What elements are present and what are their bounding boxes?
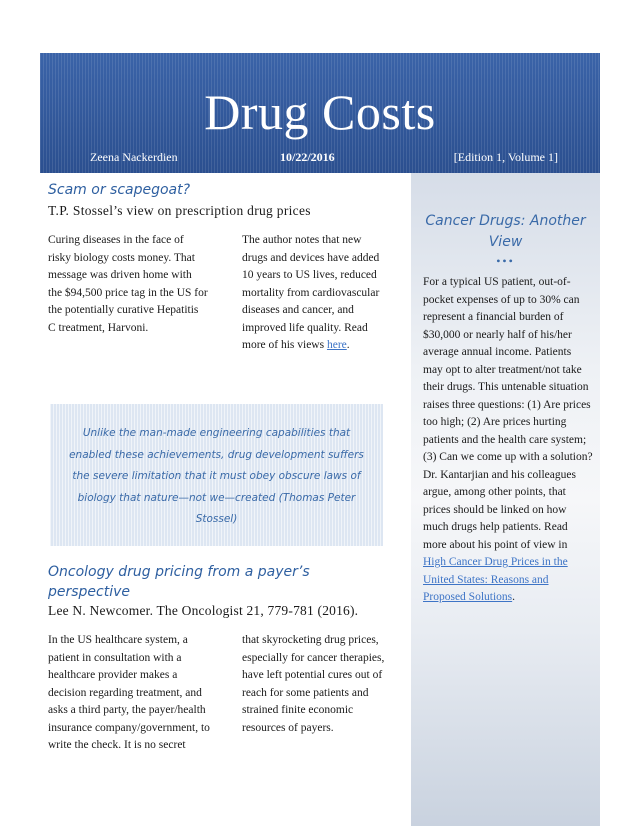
here-link[interactable]: here [326, 339, 347, 351]
sidebar-end: . [512, 591, 516, 603]
section2-column2: that skyrocketing drug prices, especially for cancer therapies, have left potential cures out of reach for some patients and strained finite economic resources of payers. [242, 634, 385, 734]
section2-subtitle: Lee N. Newcomer. The Oncologist 21, 779-781 (2016). [48, 603, 359, 618]
sidebar-text: For a typical US patient, out-of-pocket expenses of up to 30% can represent a financial burden of $30,000 or nearly half of his/her average annual income. Patients may opt to alter treatment/not take their drugs. This untenable situation raises three questions: (1) Are prices too high; (2) Are prices hurting patients and the health care system; (3) Can we come up with a solution? Dr. Kantarjian and his colleagues argue, among other points, that prices should be linked on how much drugs help patients. Read more about his point of view in [423, 276, 593, 551]
sidebar-title: Cancer Drugs: Another View [425, 213, 586, 250]
section1-subtitle: T.P. Stossel’s view on prescription drug prices [48, 203, 311, 218]
edition-label: [Edition 1, Volume 1] [453, 150, 558, 164]
masthead-banner [40, 53, 600, 173]
article-link[interactable]: High Cancer Drug Prices in the United States: Reasons and Proposed Solutions [423, 556, 568, 603]
pull-quote-text: Unlike the man-made engineering capabilities that enabled these achievements, drug development suffers the severe limitation that it must obey obscure laws of biology that nature—not we—created (Thomas Peter Stossel) [69, 427, 364, 525]
sidebar-panel [411, 173, 600, 826]
section1-column2-end: . [346, 339, 350, 351]
sidebar-dots-divider: ••• [496, 254, 515, 268]
issue-date: 10/22/2016 [280, 150, 335, 164]
section1-column2-text: The author notes that new drugs and devices have added 10 years to US lives, reduced mortality from cardiovascular diseases and cancer, and improved life quality. Read more of his views [242, 234, 380, 351]
section2-column1: In the US healthcare system, a patient in consultation with a healthcare provider makes a decision regarding treatment, and asks a third party, the payer/health insurance company/government, to write the check. It is no secret [48, 634, 210, 751]
section1-title: Scam or scapegoat? [48, 182, 191, 198]
pull-quote [50, 404, 383, 546]
section1-column2 [242, 232, 382, 355]
author-name: Zeena Nackerdien [90, 150, 178, 164]
section2-title: Oncology drug pricing from a payer’s perspective [48, 564, 310, 600]
newsletter-title: Drug Costs [204, 84, 436, 140]
sidebar-body [423, 274, 593, 607]
section1-column1: Curing diseases in the face of risky biology costs money. That message was driven home with the $94,500 price tag in the US for the potentially curative Hepatitis C treatment, Harvoni. [48, 234, 208, 334]
